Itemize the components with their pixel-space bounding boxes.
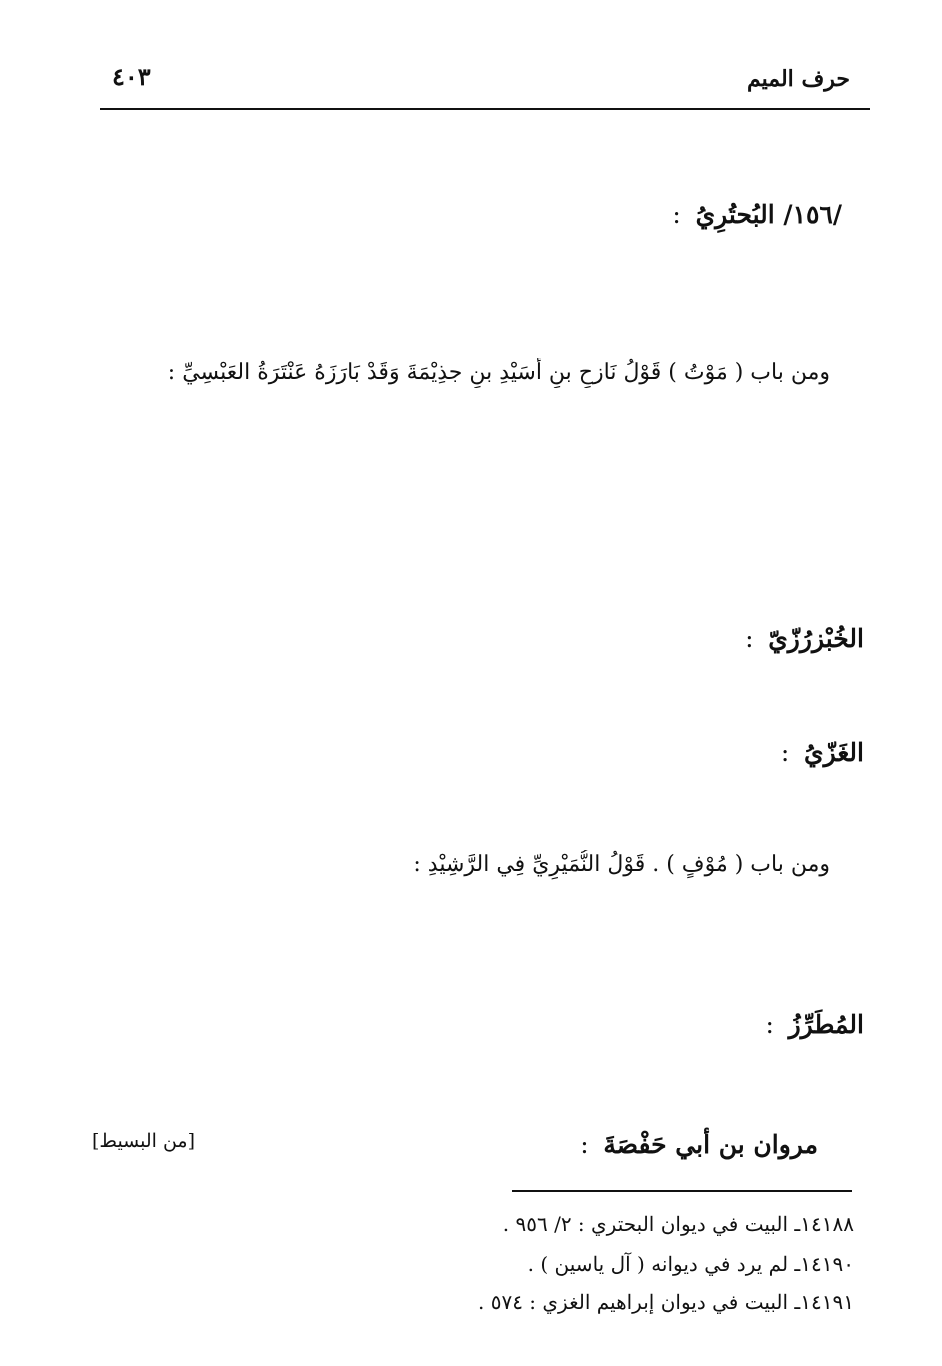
header-rule (100, 108, 870, 110)
footnote-3: ١٤١٩١ـ البيت في ديوان إبراهيم الغزي : ٥٧٤ . (477, 1290, 854, 1314)
poet-name-buhturi: /١٥٦/ البُحتُرِيُ : (672, 200, 842, 229)
poet-name-marwan: مروان بن أبي حَفْصَةَ : (580, 1130, 818, 1159)
poet-name-ghazzi: الغَزّيُ : (780, 738, 864, 767)
poet-name-khubzaruzzi: الخُبْزرُزّيّ : (745, 624, 864, 653)
numayri-intro: ومن باب ( مُوْفٍ ) . قَوْلُ النُّمَيْرِيِّ فِي الرَّشِيْدِ : (413, 852, 830, 877)
footnote-rule (512, 1190, 852, 1192)
footnote-2: ١٤١٩٠ـ لم يرد في ديوانه ( آل ياسين ) . (527, 1252, 854, 1276)
running-header-title: حرف الميم (746, 66, 850, 92)
poet-name-mutarriz: المُطَرِّزُ : (765, 1010, 864, 1039)
antara-intro: ومن باب ( مَوْتُ ) قَوْلُ نَازحِ بنِ أُسَيْدِ بنِ جذِيْمَةَ وَقَدْ بَارَزَهُ عَنْتَرَةُ العَبْسِيِّ : (167, 360, 830, 385)
footnote-1: ١٤١٨٨ـ البيت في ديوان البحتري : ٢/ ٩٥٦ . (502, 1212, 854, 1236)
meter-label: [من البسيط] (92, 1130, 196, 1152)
page-number: ٤٠٣ (112, 62, 151, 91)
